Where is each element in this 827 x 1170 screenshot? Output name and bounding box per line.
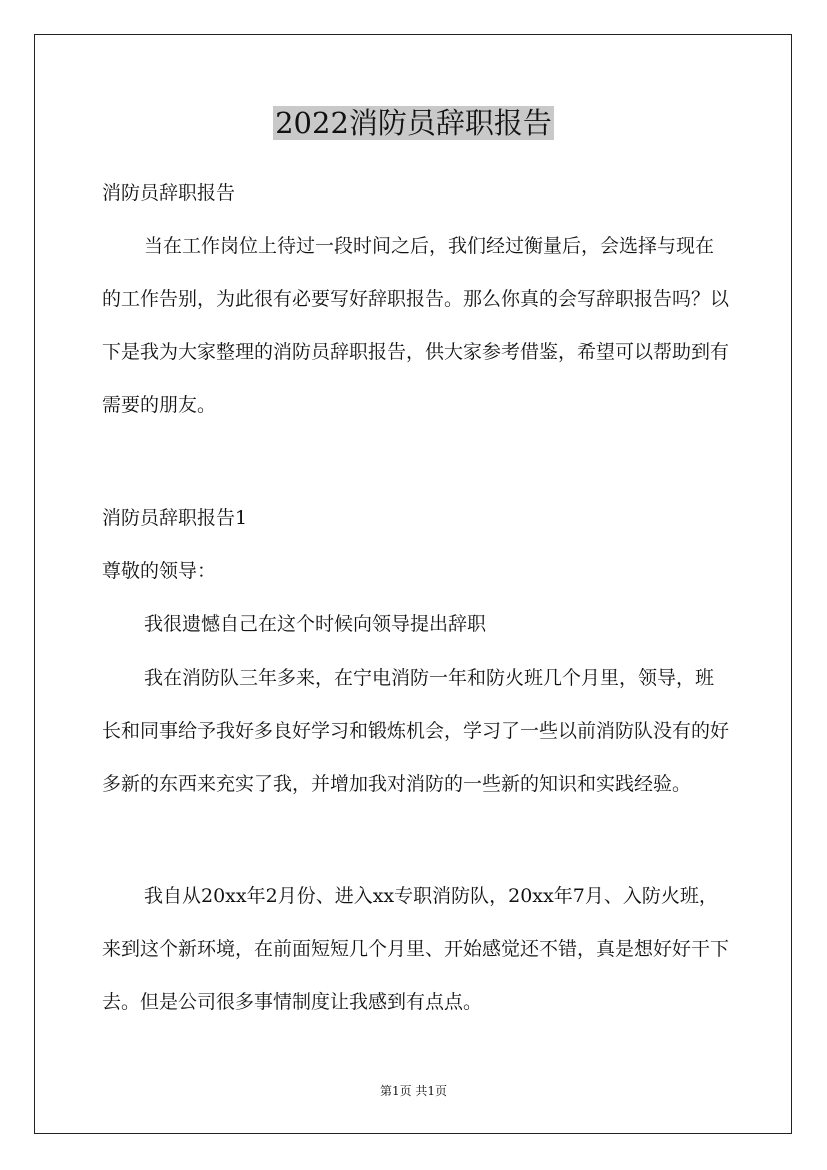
body-paragraph-3: 我自从20xx年2月份、进入xx专职消防队，20xx年7月、入防火班，来到这个新环境，在前面短短几个月里、开始感觉还不错，真是想好好干下去。但是公司很多事情制度让我感到有点点。	[102, 885, 730, 1013]
document-title-container	[0, 103, 827, 143]
page-footer	[0, 1082, 827, 1100]
section-heading: 消防员辞职报告1	[102, 507, 248, 529]
body-paragraph-2: 我在消防队三年多来，在宁电消防一年和防火班几个月里，领导，班长和同事给予我好多良好学习和锻炼机会，学习了一些以前消防队没有的好多新的东西来充实了我，并增加我对消防的一些新的知识和实践经验。	[102, 667, 730, 795]
intro-paragraph: 当在工作岗位上待过一段时间之后，我们经过衡量后，会选择与现在的工作告别，为此很有必要写好辞职报告。那么你真的会写辞职报告吗？以下是我为大家整理的消防员辞职报告，供大家参考借鉴，希望可以帮助到有需要的朋友。	[102, 235, 730, 416]
page-number: 第1页 共1页	[379, 1084, 448, 1098]
body-paragraph-1: 我很遗憾自己在这个时候向领导提出辞职	[144, 613, 487, 635]
salutation: 尊敬的领导：	[102, 560, 217, 582]
document-title: 2022消防员辞职报告	[275, 106, 552, 140]
document-subtitle: 消防员辞职报告	[102, 182, 236, 204]
